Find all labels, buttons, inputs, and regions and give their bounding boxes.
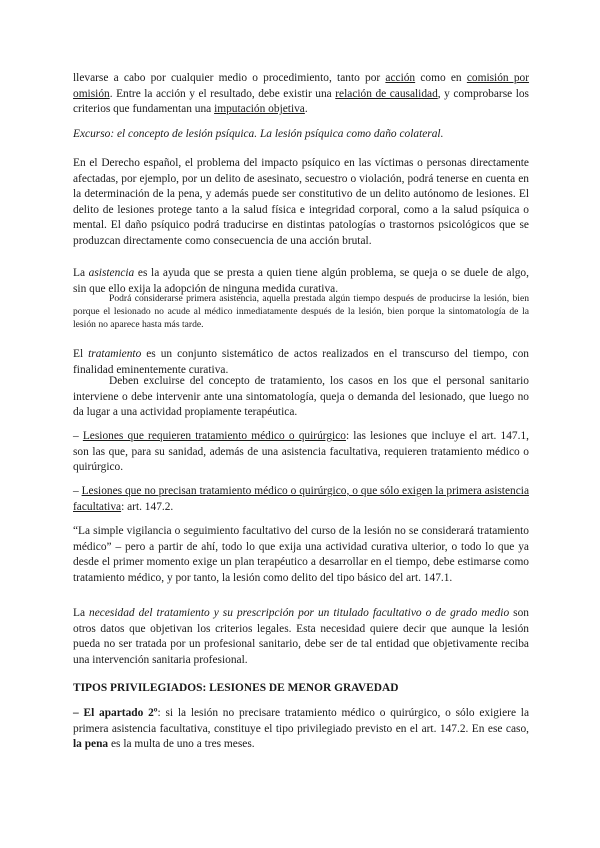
- text: llevarse a cabo por cualquier medio o procedimiento, tanto por: [73, 72, 386, 84]
- link-accion[interactable]: acción: [385, 72, 416, 84]
- text: : las lesiones que incluye el art. 147.1, son las que, para su sanidad, además de una asistencia facultativa, requieren tratamiento médico o quirúrgico.: [73, 430, 529, 474]
- excurso-title: [73, 127, 529, 143]
- paragraph-lesiones-no-precisan: [73, 484, 529, 515]
- paragraph-apartado-2: [73, 706, 529, 753]
- text: son otros datos que objetivan los criterios legales. Esta necesidad quiere decir que aunque la lesión pueda no ser tratada por un profesional sanitario, debe ser de tal entidad que objetivamente reciba una intervención sanitaria profesional.: [73, 607, 530, 666]
- bold-apartado: – El apartado 2º: [73, 707, 158, 719]
- section-heading: TIPOS PRIVILEGIADOS: LESIONES DE MENOR GRAVEDAD: [73, 682, 399, 694]
- text: –: [73, 430, 83, 442]
- text: : si la lesión no precisare tratamiento médico o quirúrgico, o sólo exigiere la primera asistencia facultativa, constituye el tipo privilegiado previsto en el art. 147.2. En ese caso,: [73, 707, 529, 735]
- paragraph-causality: [73, 71, 529, 118]
- paragraph-simple-vigilancia: “La simple vigilancia o seguimiento facultativo del curso de la lesión no se considerará tratamiento médico” – pero a partir de ahí, todo lo que exija una actividad curativa ulterior, o todo lo que ya desde el primer momento exige un plan terapéutico a desarrollar en el tiempo, debe estimarse como tratamiento médico, y por tanto, la lesión como delito del tipo básico del art. 147.1.: [73, 525, 529, 584]
- paragraph-necesidad-tratamiento: [73, 606, 529, 668]
- text: , y comprobarse los criterios que fundamentan una: [73, 87, 529, 116]
- text: La: [73, 607, 90, 619]
- link-imputacion-objetiva[interactable]: imputación objetiva: [214, 103, 305, 116]
- text: es la ayuda que se presta a quien tiene algún problema, se queja o se duele de algo, sin que ello exija la adopción de ninguna medida curativa.: [73, 267, 529, 295]
- term-necesidad-tratamiento: necesidad del tratamiento y su prescripción por un titulado facultativo o de grado medio: [89, 607, 510, 619]
- link-lesiones-no-precisan[interactable]: Lesiones que no precisan tratamiento médico o quirúrgico, o que sólo exigen la primera asistencia facultativa: [73, 485, 529, 513]
- term-tratamiento: tratamiento: [88, 348, 142, 360]
- text: .: [304, 103, 308, 116]
- paragraph-lesiones-requieren: [73, 429, 529, 476]
- link-lesiones-requieren-tratamiento[interactable]: Lesiones que requieren tratamiento médico o quirúrgico: [82, 430, 346, 442]
- link-comision-por-omision[interactable]: comisión por omisión: [73, 72, 530, 100]
- text: . Entre la acción y el resultado, debe existir una: [109, 87, 336, 100]
- paragraph-excluirse: Deben excluirse del concepto de tratamiento, los casos en los que el personal sanitario interviene o debe intervenir ante una sintomatología, queja o demanda del lesionado, que luego no da lugar a una actividad propiamente terapéutica.: [73, 375, 529, 419]
- excurso-text: Excurso: el concepto de lesión psíquica. La lesión psíquica como daño colateral.: [73, 128, 444, 140]
- paragraph-derecho-espanol: En el Derecho español, el problema del impacto psíquico en las víctimas o personas directamente afectadas, por ejemplo, por un delito de asesinato, secuestro o violación, podrá tenerse en cuenta en la determinación de la pena, y además puede ser constitutivo de un delito autónomo de lesiones. El delito de lesiones protege tanto a la salud física e integridad corporal, como a la salud psíquica o mental. El daño psíquico podrá traducirse en distintas patologías o trastornos psicológicos que se produzcan directamente como consecuencia de una acción brutal.: [73, 157, 529, 247]
- term-asistencia: asistencia: [88, 267, 135, 279]
- text: : art. 147.2.: [121, 500, 174, 513]
- note-primera-asistencia: Podrá considerarse primera asistencia, aquella prestada algún tiempo después de producirse la lesión, bien porque el lesionado no acude al médico inmediatamente después de la lesión, bien porque la sintomatología de la lesión no aparece hasta más tarde.: [73, 293, 529, 330]
- text: es la multa de uno a tres meses.: [108, 738, 255, 751]
- bold-la-pena: la pena: [73, 738, 109, 751]
- text: es un conjunto sistemático de actos realizados en el transcurso del tiempo, con finalidad eminentemente curativa.: [73, 348, 529, 376]
- text: como en: [415, 72, 467, 84]
- text: –: [73, 485, 82, 497]
- text: La: [73, 267, 89, 279]
- text: El: [73, 348, 89, 360]
- link-relacion-de-causalidad[interactable]: relación de causalidad: [335, 87, 438, 100]
